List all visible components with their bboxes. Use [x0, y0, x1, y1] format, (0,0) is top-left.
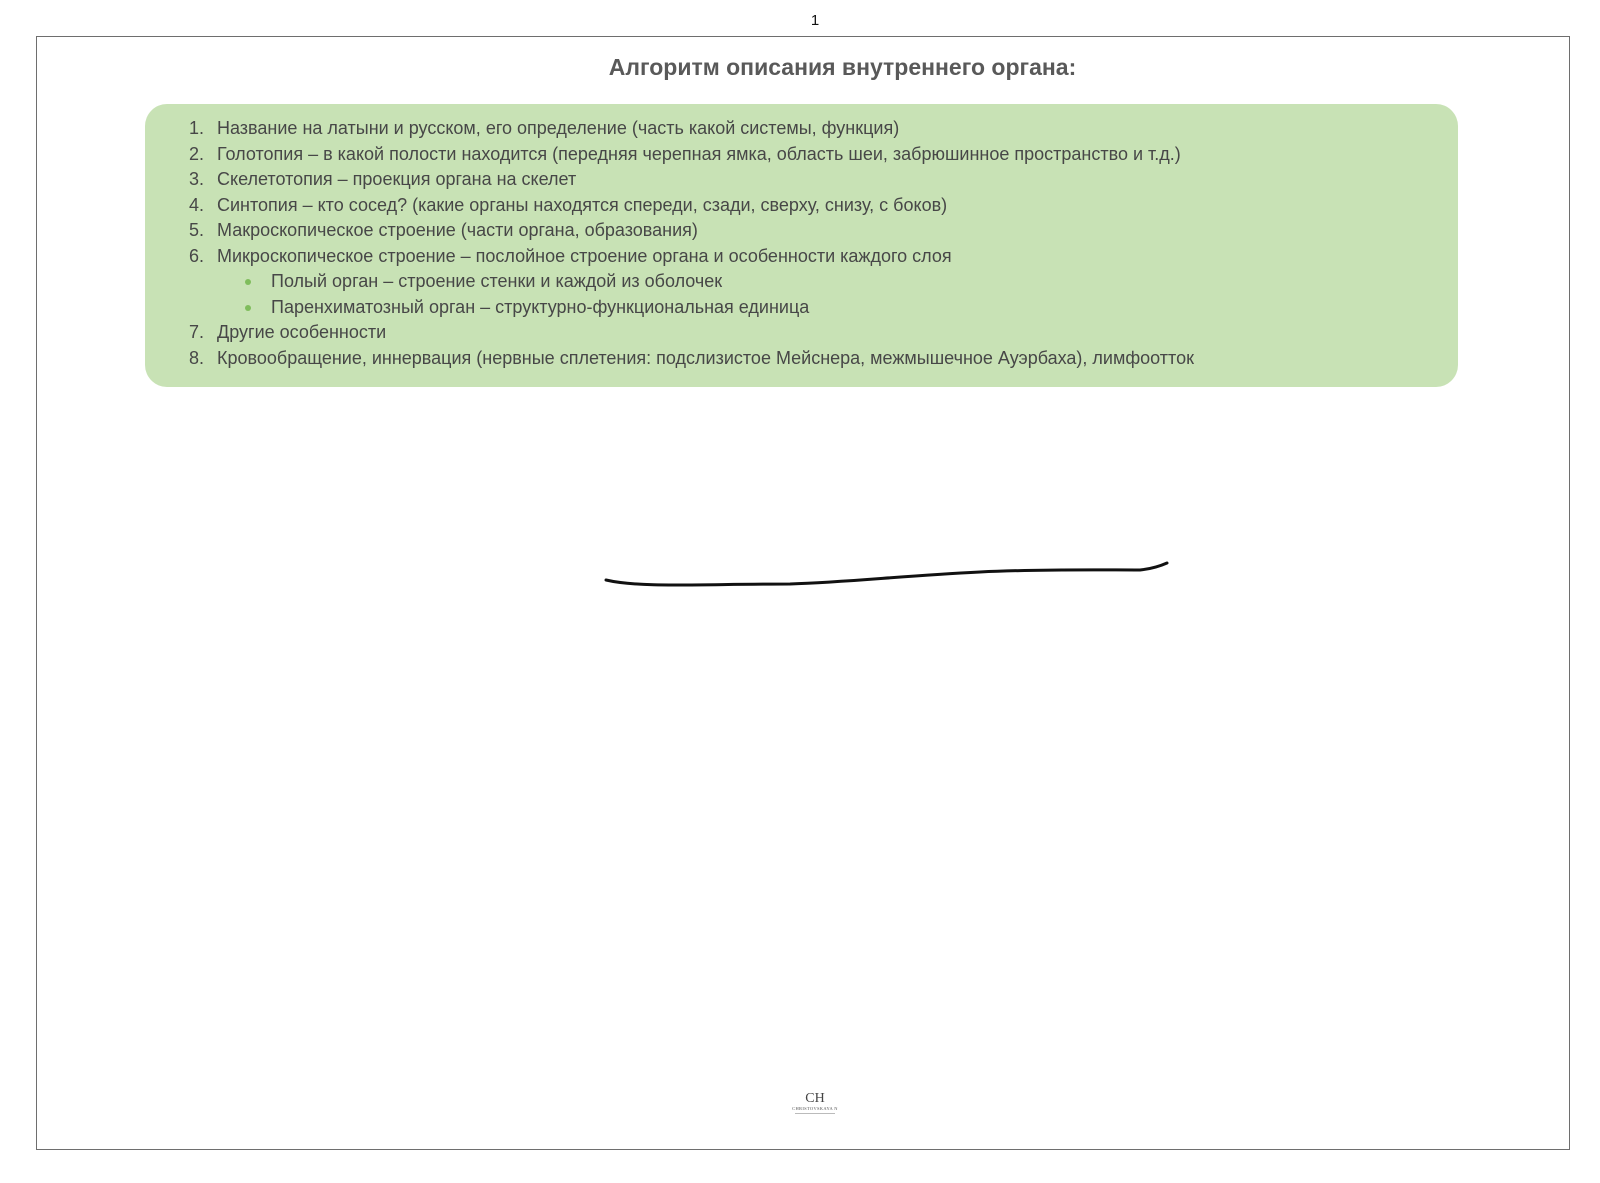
item-text: Кровообращение, иннервация (нервные сплетения: подслизистое Мейснера, межмышечное Ауэрбаха), лимфоотток: [217, 347, 1194, 368]
item-number: 7.: [189, 322, 205, 342]
item-text: Голотопия – в какой полости находится (передняя черепная ямка, область шеи, забрюшинное пространство и т.д.): [217, 143, 1181, 164]
item-number: 8.: [189, 347, 205, 368]
item-text: Скелетотопия – проекция органа на скелет: [217, 169, 577, 189]
item-number: 1.: [189, 118, 205, 138]
sub-item-text: Паренхиматозный орган – структурно-функциональная единица: [271, 296, 810, 317]
item-number: 4.: [189, 194, 205, 215]
item-text: Синтопия – кто сосед? (какие органы находятся спереди, сзади, сверху, снизу, с боков): [217, 194, 948, 215]
item-number: 2.: [189, 143, 205, 164]
item-number: 6.: [189, 245, 205, 266]
logo-divider: [795, 1113, 835, 1114]
logo: [785, 1092, 845, 1124]
item-text: Макроскопическое строение (части органа, образования): [217, 220, 698, 240]
logo-name: CHRISTOVSKAYA N: [792, 1106, 838, 1111]
item-text: Название на латыни и русском, его определение (часть какой системы, функция): [217, 118, 900, 138]
page-title: Алгоритм описания внутреннего органа:: [608, 54, 1077, 80]
item-number: 3.: [189, 169, 205, 189]
item-number: 5.: [189, 220, 205, 240]
item-text: Микроскопическое строение – послойное строение органа и особенности каждого слоя: [217, 245, 952, 266]
item-text: Другие особенности: [217, 322, 387, 342]
sub-item-text: Полый орган – строение стенки и каждой из оболочек: [271, 271, 723, 291]
logo-mark: CH: [805, 1091, 825, 1106]
page-number: 1: [810, 12, 820, 29]
